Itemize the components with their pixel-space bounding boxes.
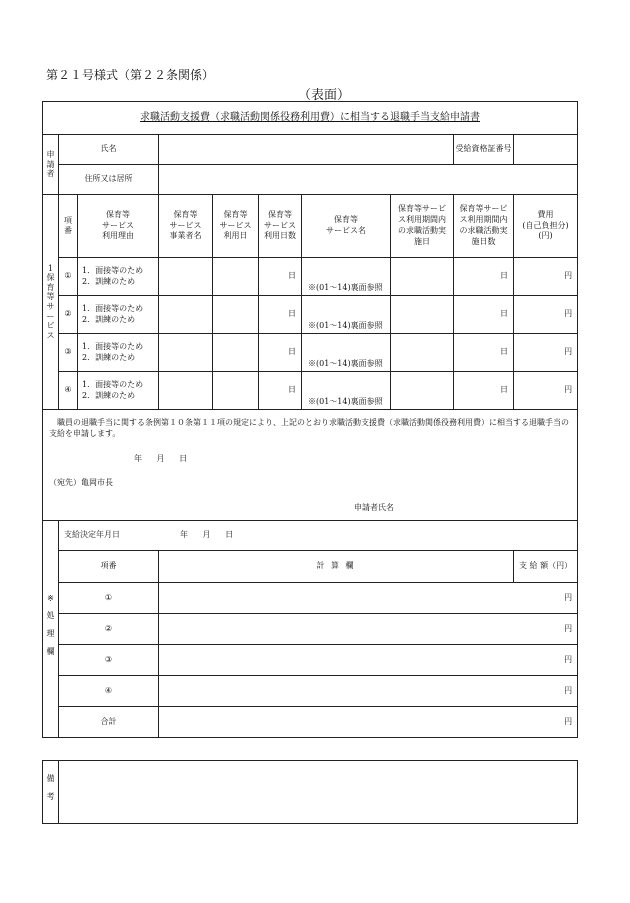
proc-row — [43, 582, 578, 613]
proc-row — [43, 675, 578, 706]
activity-days-field[interactable]: 日 — [454, 334, 514, 372]
service-name-field[interactable]: ※(01～14)裏面参照 — [302, 372, 391, 410]
address-label: 住所又は居所 — [59, 165, 159, 195]
service-row-no: ③ — [59, 334, 78, 372]
name-field[interactable] — [159, 135, 454, 165]
header-activity-date: 保育等サービ ス利用期間内 の求職活動実 施日 — [391, 195, 454, 258]
proc-amount-field[interactable]: 円 — [159, 644, 578, 675]
proc-header-item: 項番 — [59, 550, 159, 582]
proc-row — [43, 706, 578, 737]
activity-date-field[interactable] — [391, 296, 454, 334]
activity-days-field[interactable]: 日 — [454, 372, 514, 410]
activity-date-field[interactable] — [391, 258, 454, 296]
service-row-no: ① — [59, 258, 78, 296]
activity-date-field[interactable] — [391, 372, 454, 410]
form-title: 求職活動支援費（求職活動関係役務利用費）に相当する退職手当支給申請書 — [43, 102, 578, 135]
applicant-signature-label[interactable]: 申請者氏名 — [354, 503, 394, 513]
service-row — [43, 334, 578, 372]
service-row-no: ② — [59, 296, 78, 334]
service-name-field[interactable]: ※(01～14)裏面参照 — [302, 258, 391, 296]
remarks-table — [42, 760, 578, 824]
proc-header-amount: 支 給 額（円） — [514, 550, 578, 582]
remarks-label: 備 考 — [43, 761, 59, 824]
applicant-section-label: 申 請 者 — [43, 135, 59, 195]
header-use-days: 保育等 サービス 利用日数 — [259, 195, 302, 258]
header-reason: 保育等 サービス 利用理由 — [78, 195, 159, 258]
header-use-date: 保育等 サービス 利用日 — [213, 195, 259, 258]
proc-row — [43, 613, 578, 644]
use-days-field[interactable]: 日 — [259, 372, 302, 410]
cert-number-field[interactable] — [514, 135, 578, 165]
cost-field[interactable]: 円 — [514, 372, 578, 410]
processing-section-label: ※ 処 理 欄 — [43, 520, 59, 737]
service-name-field[interactable]: ※(01～14)裏面参照 — [302, 334, 391, 372]
name-label: 氏名 — [59, 135, 159, 165]
decision-date-line[interactable]: 支給決定年月日 年 月 日 — [59, 520, 578, 550]
proc-row — [43, 644, 578, 675]
declaration-addressee: （宛先）亀岡市長 — [49, 478, 113, 488]
proc-row-no: ① — [59, 582, 159, 613]
cost-field[interactable]: 円 — [514, 258, 578, 296]
use-date-field[interactable] — [213, 296, 259, 334]
provider-field[interactable] — [159, 372, 213, 410]
declaration-statement: 職員の退職手当に関する条例第１０条第１１項の規定により、上記のとおり求職活動支援費（求職活動関係役務利用費）に相当する退職手当の支給を申請します。 — [49, 418, 569, 438]
provider-field[interactable] — [159, 296, 213, 334]
proc-row-no: ④ — [59, 675, 159, 706]
service-row — [43, 296, 578, 334]
cost-field[interactable]: 円 — [514, 334, 578, 372]
proc-row-no: ② — [59, 613, 159, 644]
use-date-field[interactable] — [213, 334, 259, 372]
use-days-field[interactable]: 日 — [259, 296, 302, 334]
header-provider: 保育等 サービス 事業者名 — [159, 195, 213, 258]
use-days-field[interactable]: 日 — [259, 258, 302, 296]
proc-row-total: 合計 — [59, 706, 159, 737]
address-field[interactable] — [159, 165, 578, 195]
declaration — [43, 410, 578, 521]
declaration-date[interactable]: 年 月 日 — [134, 453, 188, 463]
proc-total-field[interactable]: 円 — [159, 706, 578, 737]
activity-days-field[interactable]: 日 — [454, 258, 514, 296]
reason-options[interactable]: 1．面接等のため 2．訓練のため — [78, 296, 159, 334]
proc-header-calc: 計 算 欄 — [159, 550, 514, 582]
proc-row-no: ③ — [59, 644, 159, 675]
provider-field[interactable] — [159, 258, 213, 296]
reason-options[interactable]: 1．面接等のため 2．訓練のため — [78, 258, 159, 296]
header-activity-days: 保育等サービ ス利用期間内 の求職活動実 施日数 — [454, 195, 514, 258]
reason-options[interactable]: 1．面接等のため 2．訓練のため — [78, 334, 159, 372]
activity-days-field[interactable]: 日 — [454, 296, 514, 334]
service-row — [43, 372, 578, 410]
cert-number-label: 受給資格証番号 — [454, 135, 514, 165]
header-service-name: 保育等 サービス名 — [302, 195, 391, 258]
remarks-field[interactable] — [59, 761, 578, 824]
header-cost: 費用 (自己負担分) (円) — [514, 195, 578, 258]
service-row-no: ④ — [59, 372, 78, 410]
proc-amount-field[interactable]: 円 — [159, 582, 578, 613]
application-form-table — [42, 101, 578, 738]
service-row — [43, 258, 578, 296]
use-date-field[interactable] — [213, 258, 259, 296]
activity-date-field[interactable] — [391, 334, 454, 372]
proc-amount-field[interactable]: 円 — [159, 613, 578, 644]
use-date-field[interactable] — [213, 372, 259, 410]
side-label: （表面） — [298, 88, 351, 103]
form-number: 第２１号様式（第２２条関係） — [46, 68, 215, 82]
proc-amount-field[interactable]: 円 — [159, 675, 578, 706]
provider-field[interactable] — [159, 334, 213, 372]
header-item-no: 項 番 — [59, 195, 78, 258]
use-days-field[interactable]: 日 — [259, 334, 302, 372]
cost-field[interactable]: 円 — [514, 296, 578, 334]
services-section-label: 1 保 育 等 サ ー ビ ス — [43, 195, 59, 410]
service-name-field[interactable]: ※(01～14)裏面参照 — [302, 296, 391, 334]
reason-options[interactable]: 1．面接等のため 2．訓練のため — [78, 372, 159, 410]
